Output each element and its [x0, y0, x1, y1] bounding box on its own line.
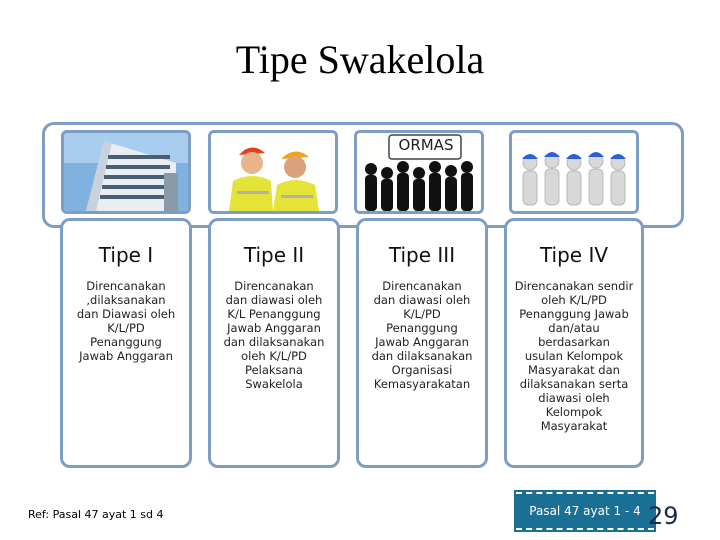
type-card-description: Direncanakan dan diawasi oleh K/L/PD Penanggung Jawab Anggaran dan dilaksanakan Organisasi Kemasyarakatan: [371, 279, 473, 391]
workers-illustration: [211, 133, 335, 211]
type-card-title: Tipe II: [243, 243, 305, 267]
ormas-label: ORMAS: [398, 136, 454, 154]
type-card-3: [356, 218, 488, 468]
reference-note: Ref: Pasal 47 ayat 1 sd 4: [28, 508, 164, 521]
building-image: [61, 130, 191, 214]
building-illustration: [64, 133, 188, 211]
community-group-image: [509, 130, 639, 214]
type-card-title: Tipe I: [98, 243, 154, 267]
ormas-crowd-image: [354, 130, 484, 214]
type-card-title: Tipe IV: [539, 243, 609, 267]
page-number: 29: [648, 502, 679, 530]
group-figures-illustration: [512, 133, 636, 211]
type-card-4: [504, 218, 644, 468]
type-card-title: Tipe III: [388, 243, 456, 267]
type-card-description: Direncanakan sendir oleh K/L/PD Penanggung Jawab dan/atau berdasarkan usulan Kelompok Masyarakat dan dilaksanakan serta diawasi oleh Kelompok Masyarakat: [514, 279, 634, 433]
type-card-description: Direncanakan dan diawasi oleh K/L Penanggung Jawab Anggaran dan dilaksanakan oleh K/L/PD Pelaksana Swakelola: [223, 279, 325, 391]
type-card-1: [60, 218, 192, 468]
slide-title: Tipe Swakelola: [235, 37, 485, 82]
pasal-badge: Pasal 47 ayat 1 - 4: [516, 492, 654, 530]
type-card-2: [208, 218, 340, 468]
workers-image: [208, 130, 338, 214]
type-card-description: Direncanakan ,dilaksanakan dan Diawasi oleh K/L/PD Penanggung Jawab Anggaran: [76, 279, 176, 363]
